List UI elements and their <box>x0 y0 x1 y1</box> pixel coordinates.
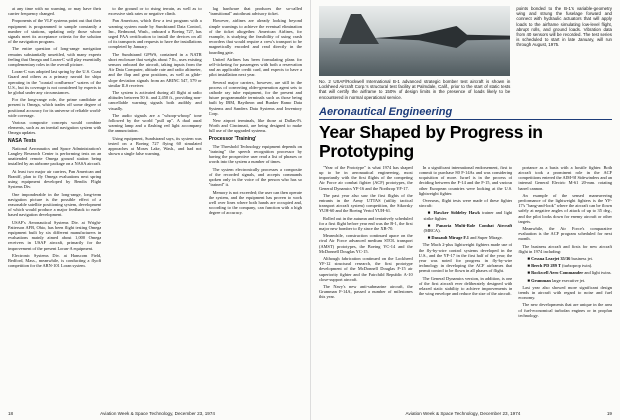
paragraph: Meanwhile, construction continued apace on the rival Air Force advanced medium STOL transport (AMST) prototypes, the Boeing YC-14 and the McDonnell Douglas YC-15. <box>319 233 413 254</box>
publication-line: Aviation Week & Space Technology, December 23, 1974 <box>405 411 521 416</box>
right-footer <box>319 411 612 416</box>
paragraph: The audio signals are a "whoop-whoop" tone followed by the world "pull up". A dual aural warning lamp and a flashing red light accompany the annunciation. <box>108 112 202 134</box>
paragraph: The entire question of long-range navigation remains substantially unsettled, with many experts feeling that Omega and Loran-C will play essentially complementary roles in the overall picture. <box>8 46 102 68</box>
paragraph: Although fabrication continued on the Lockheed YF-12 structural research, the first prototype development of the McDonnell Douglas F-15 air superiority fighter and the Fairchild Republic A-10 close-support aircraft. <box>319 256 413 282</box>
bullet-item: ■ Rockwell Aero Commander and light twins. <box>527 270 612 276</box>
paragraph: At least two major air carriers, Pan American and Braniff, plan to fly Omega evaluations next spring using equipment developed by Bendix Flight Systems Div. <box>8 168 102 190</box>
paragraph: The new developments that are unique in the area of fuel-economical turbofan engines or in propfan technology. <box>518 302 612 318</box>
publication-line: Aviation Week & Space Technology, December 23, 1974 <box>100 411 215 416</box>
left-column-2 <box>108 6 201 404</box>
left-column-3 <box>209 6 302 404</box>
paragraph: The Sundstrand GPWS, contained in a NATR short enclosure that weighs about 7 lb., uses existing sensors onboard the aircraft, taking inputs from the Air Data Computer, altitude rate and radio altimeter, and the flap and gear positions, as well as glide-slope deviation signals from an ARINC 547, 579 or similar ILS receiver. <box>108 51 202 88</box>
section-banner: Aeronautical Engineering <box>319 106 612 120</box>
photo-caption: No. 2 USAF/Rockwell International B-1 advanced strategic bomber test aircraft is shown in Lockheed Aircraft Corp.'s structural test facility at Palmdale, Calif., prior to the start of static tests that will certify the airframe to 150% of design limits in the presence of loads likely to be encountered in normal operational service. <box>319 79 511 100</box>
paragraph: Rolled out in the autumn and tentatively scheduled for a first flight before year end was the B-1, the first major new bomber to fly since the XB-70. <box>319 215 413 232</box>
paragraph: The past year also saw the first flights of the entrants in the Army UTTAS (utility tactical transport aircraft system) competition, the Sikorsky YUH-60 and the Boeing Vertol YUH-61. <box>319 192 413 214</box>
paragraph: An example of the sensed maneuvering performance of the lightweight fighters is the YF-17's "bang-and-look" where the aircraft can be flown safely at negative angles of attack of up to 35 deg., and the pilot looks down for enemy aircraft or other targets. <box>518 192 612 224</box>
right-column-1 <box>319 165 413 401</box>
bullet-item: ■ Panavia Multi-Role Combat Aircraft (MRCA). <box>423 222 513 234</box>
bullet-item: ■ Grumman large executive jet. <box>527 277 586 283</box>
bullet-item: ■ Cessna Learjet 35/36 business jet. <box>527 256 593 262</box>
photo-row <box>319 6 612 104</box>
subheading: NASA Tests <box>8 137 37 144</box>
paragraph: USAF's Aeronautical Systems Div. at Wright-Patterson AFB, Ohio, has been flight testing Omega equipment built by six different manufacturers in evaluations mainly aimed about 1,000 Omega receivers in USAF aircraft, primarily for the improvement of the present Loran-A equipment. <box>8 219 102 251</box>
left-column-1 <box>8 6 101 404</box>
right-columns <box>319 165 612 401</box>
photo-caption-continued: points bonded to the B-1's variable-geometry wing and strung the fuselage forward and connect with hydraulic actuators that will apply loads to the airframe simulating low-level flight, abrupt rolls, and ground loads. Vibration data from 40 sensors will be recorded. The test series is scheduled to start in late January, will run through August, 1975. <box>516 6 612 48</box>
right-column-2 <box>419 165 513 401</box>
photo-side-text <box>516 6 612 104</box>
right-column-3 <box>518 165 612 401</box>
paragraph: Overseas, flight tests were made of these fighter aircraft: <box>418 198 513 209</box>
paragraph: The system is activated during all flight at radio altitudes between 50 ft. and 2,450 ft., providing non-cancellable warning signals both audibly and visually. <box>108 90 202 111</box>
bullet-item: ■ Hawker Siddeley Hawk trainer and light strike fighter. <box>423 210 513 221</box>
paragraph: In a significant international endorsement, first to commit to purchase 80 F-14As and was considering acquisition of more. Israel is in the process of deciding between the F-14 and the F-15, and various other European countries were looking at the U.S. lightweight fighter. <box>418 164 513 196</box>
bullet-item: ■ Dassault Mirage F.1 and Super Mirage. <box>427 235 503 241</box>
bullet-item: ■ Beech PD 289 T (turboprop twin). <box>527 263 593 269</box>
paragraph: Pan American, which flew a test program with a warning system made by Sundstrand Data Control, Inc., Redmond, Wash., onboard a Boeing 727, has urged FAA certification to install the devices on all of its transports and requests to have the installations completed by January. <box>108 18 202 50</box>
paragraph: United Airlines has been formulating plans for self-ticketing for passengers with both a reservation and an applicable credit card, and expects to have a pilot installation next year. <box>208 56 302 78</box>
paragraph: Proponents of the VLF systems point out that their equipment is programmed to sample constantly a number of stations, updating only those whose signals meet its acceptance criteria for the solution of the navigation program. <box>8 18 102 45</box>
paragraph: Memory is not exceeded; the user can then operate the system, and the equipment has proven to work well over lines where both hands are occupied and, according to the company, can function with a high degree of accuracy. <box>208 189 302 216</box>
paragraph: The Threshold Technology equipment depends on "training" the speech recognition processor by having the prospective user read a list of phrases or words into the system a number of times. <box>208 143 302 165</box>
paragraph: portance as a basis with a hostile fighter. Both aircraft took a prominent role in the ACF competitions entered the AIM-9J Sidewinders and an internal General Electric M-61 20-mm. rotating barrel cannon. <box>518 164 612 191</box>
paragraph: to the ground or to rising terrain, as well as to excessive sink rates or negative climb. <box>108 6 202 17</box>
paragraph: The Navy's new anti-submarine aircraft, the Grumman F-14A, passed a number of milestones this year. <box>319 284 413 300</box>
page-number: 18 <box>8 411 14 416</box>
paragraph: The Mach 2-plus lightweight fighters made use of the fly-by-wire control systems developed in the U.S., and the YF-17 in the first half of the year; the year was noted for progress in fly-by-wire technology in developing the ACF airframes that permit control to be flown in all phases of flight. <box>418 242 513 274</box>
paragraph: Loran-C was adopted last spring by the U.S. Coast Guard and others as a primary navaid for ships operating in the "coastal confluence" waters of the U.S., but its coverage is not considered by experts to be global under any circumstances. <box>8 69 102 96</box>
paragraph: The General Dynamics version, in addition, is one of the first aircraft ever deliberately designed with relaxed static stability to achieve improvements in the wing envelope and reduce the size of the aircraft. <box>418 275 513 297</box>
paragraph: at any time with no warning, or may have their carrier frequency changed. <box>8 6 102 17</box>
paragraph: The business aircraft and firsts for new aircraft flight in 1974 including: <box>518 243 612 254</box>
left-footer <box>8 411 302 416</box>
paragraph: Various composite concepts would combine elements, such as an inertial navigation system with Omega updates. <box>8 120 102 136</box>
paragraph: lag hardware that produces the so-called "transitional" autothrust advisory ticket. <box>208 6 302 17</box>
paragraph: For the long-range role, the prime candidate at present is Omega, which trades off some degree of positional accuracy for its universe of reliable world-wide coverage. <box>8 97 102 118</box>
paragraph: However, airlines are already looking beyond simple warnings to achieve the eventual elimination of the ticket altogether. American Airlines, for example, is studying the feasibility of using crash recorders that would require a crew's transport to be magnetically encoded and read directly in the boarding gate. <box>208 18 302 55</box>
right-page <box>310 0 620 420</box>
paragraph: Meanwhile, the Air Force's comparative evaluation is the ACF program scheduled for next month. <box>518 226 612 242</box>
paragraph: Several major carriers, however, are still in the process of converting older-generation agent sets to cathode ray tube equipment, for the present and future programmable terminals such as those being built by IBM, Raytheon and Bunker Ramo Data Systems and Sanders Data Systems and Inventory Corp. <box>208 79 302 116</box>
paragraph: Using equipment, Sundstrand says, its system was tested on a Boeing 727 flying 60 simulated approaches at Moses Lake, Wash., and had not shown a single false warning. <box>108 135 202 157</box>
paragraph: "Year of the Prototype" is what 1974 has shaped up to be in aeronautical engineering, most importantly with the first flights of the competing Air Force air combat fighter (ACF) prototypes, the General Dynamics YF-16 and the Northrop YF-17. <box>319 164 413 191</box>
page-number: 19 <box>606 411 612 416</box>
article-headline: Year Shaped by Progress in Prototyping <box>319 121 543 161</box>
paragraph: The system electronically processes a composite of the recorded signals, and accepts commands spoken only in the voice of the person who has so "trained" it. <box>208 166 302 188</box>
left-columns <box>8 6 302 404</box>
paragraph: New airport terminals, like those at Dallas-Ft. Worth and Cincinnati, are being designed to make full use of the upgraded systems. <box>208 118 302 134</box>
bomber-photo <box>319 6 510 76</box>
photo-block <box>319 6 510 104</box>
paragraph: Electronic Systems Div. at Hanscom Field, Bedford, Mass., meanwhile, is conducting a flyoff competition for the ARN-101 Loran system. <box>8 252 102 269</box>
paragraph: One imponderable in the long-range, long-term navigation picture is the possible effect of a reasonable satellite positioning system, development of which would produce a major feedback to earth-based navigation development. <box>8 191 102 218</box>
subheading: Processor 'Training' <box>208 135 257 142</box>
paragraph: Last year also showed more significant design trends in aircraft with regard to noise and fuel economy. <box>518 284 612 301</box>
paragraph: National Aeronautics and Space Administration's Langley Research Center is performing tests on an unattended remote Omega ground station being installed by an airborne package on a NASA aircraft. <box>8 145 102 167</box>
